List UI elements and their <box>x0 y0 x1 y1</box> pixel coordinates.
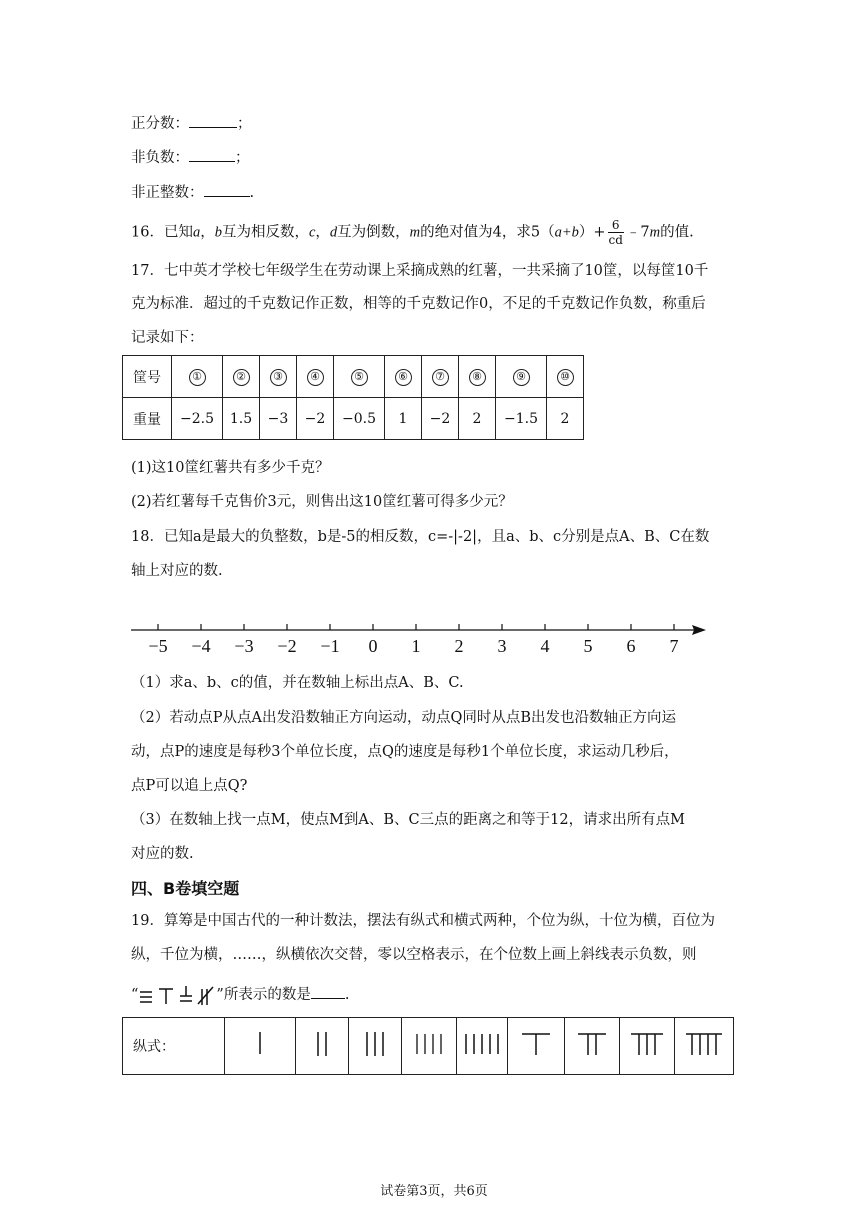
table-cell <box>620 1018 675 1075</box>
table-cell: ④ <box>297 356 334 398</box>
question-18-sub-3-line-2: 对应的数. <box>131 846 194 862</box>
axis-tick-label: −1 <box>320 636 340 656</box>
rod-vertical-6 <box>514 1029 558 1059</box>
rod-digit-negative-2 <box>198 987 213 1005</box>
table-label: 纵式： <box>123 1018 225 1075</box>
rod-digit-7-horizontal <box>180 986 192 1001</box>
answer-blank <box>189 147 235 162</box>
table-cell: 1.5 <box>223 398 260 440</box>
question-18-sub-1: （1）求a、b、c的值，并在数轴上标出点A、B、C. <box>131 675 464 691</box>
page-footer: 试卷第3页，共6页 <box>380 1184 488 1199</box>
table-cell <box>457 1018 508 1075</box>
question-17-sub-2: (2)若红薯每千克售价3元，则售出这10筐红薯可得多少元？ <box>131 494 513 510</box>
question-17-sub-1: (1)这10筐红薯共有多少千克？ <box>131 460 330 476</box>
table-cell <box>508 1018 565 1075</box>
axis-tick-label: 0 <box>368 636 378 656</box>
question-19-line-2: 纵，千位为横，……，纵横依次交替，零以空格表示，在个位数上画上斜线表示负数，则 <box>131 947 697 963</box>
table-cell: ⑨ <box>496 356 547 398</box>
table-cell: 2 <box>459 398 496 440</box>
rod-vertical-2 <box>302 1029 342 1059</box>
section-title: 四、B卷填空题 <box>131 879 240 898</box>
question-18-line-2: 轴上对应的数. <box>131 563 223 579</box>
table-cell: −2 <box>297 398 334 440</box>
table-cell: −2 <box>422 398 459 440</box>
rod-vertical-3 <box>355 1029 395 1059</box>
table-cell: ⑥ <box>385 356 422 398</box>
rod-vertical-1 <box>240 1029 280 1059</box>
answer-blank <box>189 113 237 128</box>
axis-tick-label: 4 <box>540 636 550 656</box>
table-header-basket: 筐号 <box>123 356 172 398</box>
arrow-right-icon <box>692 625 706 635</box>
question-18-sub-2-line-1: （2）若动点P从点A出发沿数轴正方向运动，动点Q同时从点B出发也沿数轴正方向运 <box>131 710 676 726</box>
question-19-line-3: “ ”所表示的数是 . <box>131 984 349 1006</box>
axis-tick-label: 6 <box>626 636 636 656</box>
rod-vertical-5 <box>460 1029 504 1059</box>
rod-vertical-4 <box>409 1029 449 1059</box>
question-18-sub-2-line-3: 点P可以追上点Q? <box>131 778 248 794</box>
axis-tick-label: −5 <box>148 636 168 656</box>
table-cell: ① <box>172 356 223 398</box>
question-17-line-1: 17．七中英才学校七年级学生在劳动课上采摘成熟的红薯，一共采摘了10筐，以每筐10千 <box>131 263 709 279</box>
rod-digit-3-horizontal <box>140 992 152 1002</box>
rod-vertical-8 <box>625 1029 669 1059</box>
table-cell: ③ <box>260 356 297 398</box>
q15-line-positive-fraction: 正分数： ； <box>131 113 252 134</box>
counting-rods-figure <box>138 984 216 1006</box>
table-cell: ② <box>223 356 260 398</box>
table-cell: ⑦ <box>422 356 459 398</box>
question-18-sub-3-line-1: （3）在数轴上找一点M，使点M到A、B、C三点的距离之和等于12，请求出所有点M <box>131 812 685 828</box>
axis-tick-label: 1 <box>411 636 421 656</box>
question-16: 16．已知a，b互为相反数，c，d互为倒数，m的绝对值为4，求5（a+b）+ $\frac{6}{cd}$ ﹣7m的值. <box>131 218 694 247</box>
question-17-line-2: 克为标准．超过的千克数记作正数，相等的千克数记作0，不足的千克数记作负数，称重后 <box>131 296 706 312</box>
rod-digit-6-vertical <box>159 989 173 1004</box>
question-17-line-3: 记录如下： <box>131 330 204 346</box>
rod-vertical-9 <box>682 1029 726 1059</box>
weight-table <box>122 355 584 440</box>
table-cell: 2 <box>547 398 584 440</box>
table-row <box>123 356 584 398</box>
question-18-sub-2-line-2: 动，点P的速度是每秒3个单位长度，点Q的速度是每秒1个单位长度，求运动几秒后， <box>131 744 679 760</box>
axis-tick-label: −4 <box>191 636 211 656</box>
vertical-rods-table <box>122 1017 734 1075</box>
q15-line-non-positive-integer: 非正整数： . <box>131 182 254 203</box>
table-cell <box>225 1018 296 1075</box>
axis-tick-label: 7 <box>669 636 679 656</box>
table-cell: −3 <box>260 398 297 440</box>
axis-tick-label: −2 <box>277 636 297 656</box>
rod-vertical-7 <box>570 1029 614 1059</box>
table-cell: −0.5 <box>334 398 385 440</box>
axis-tick-label: 3 <box>497 636 507 656</box>
table-cell <box>402 1018 457 1075</box>
question-18-line-1: 18．已知a是最大的负整数，b是-5的相反数，c=-|-2|，且a、b、c分别是点A、B、C在数 <box>131 529 710 545</box>
table-cell: ⑩ <box>547 356 584 398</box>
table-cell <box>296 1018 349 1075</box>
table-cell: ⑤ <box>334 356 385 398</box>
number-line <box>0 618 868 658</box>
table-row <box>123 1018 734 1075</box>
table-cell <box>675 1018 734 1075</box>
table-header-weight: 重量 <box>123 398 172 440</box>
table-cell: ⑧ <box>459 356 496 398</box>
answer-blank <box>311 984 345 999</box>
axis-tick-label: −3 <box>234 636 254 656</box>
table-cell: −2.5 <box>172 398 223 440</box>
axis-tick-label: 5 <box>583 636 593 656</box>
table-row <box>123 398 584 440</box>
question-19-line-1: 19．算筹是中国古代的一种计数法，摆法有纵式和横式两种，个位为纵，十位为横，百位为 <box>131 913 715 929</box>
table-cell: −1.5 <box>496 398 547 440</box>
axis-tick-label: 2 <box>454 636 464 656</box>
table-cell <box>349 1018 402 1075</box>
table-cell <box>565 1018 620 1075</box>
table-cell: 1 <box>385 398 422 440</box>
answer-blank <box>204 182 250 197</box>
fraction-6-over-cd: $\frac{6}{cd}$ <box>608 218 623 247</box>
q15-line-non-negative: 非负数： ； <box>131 147 250 168</box>
